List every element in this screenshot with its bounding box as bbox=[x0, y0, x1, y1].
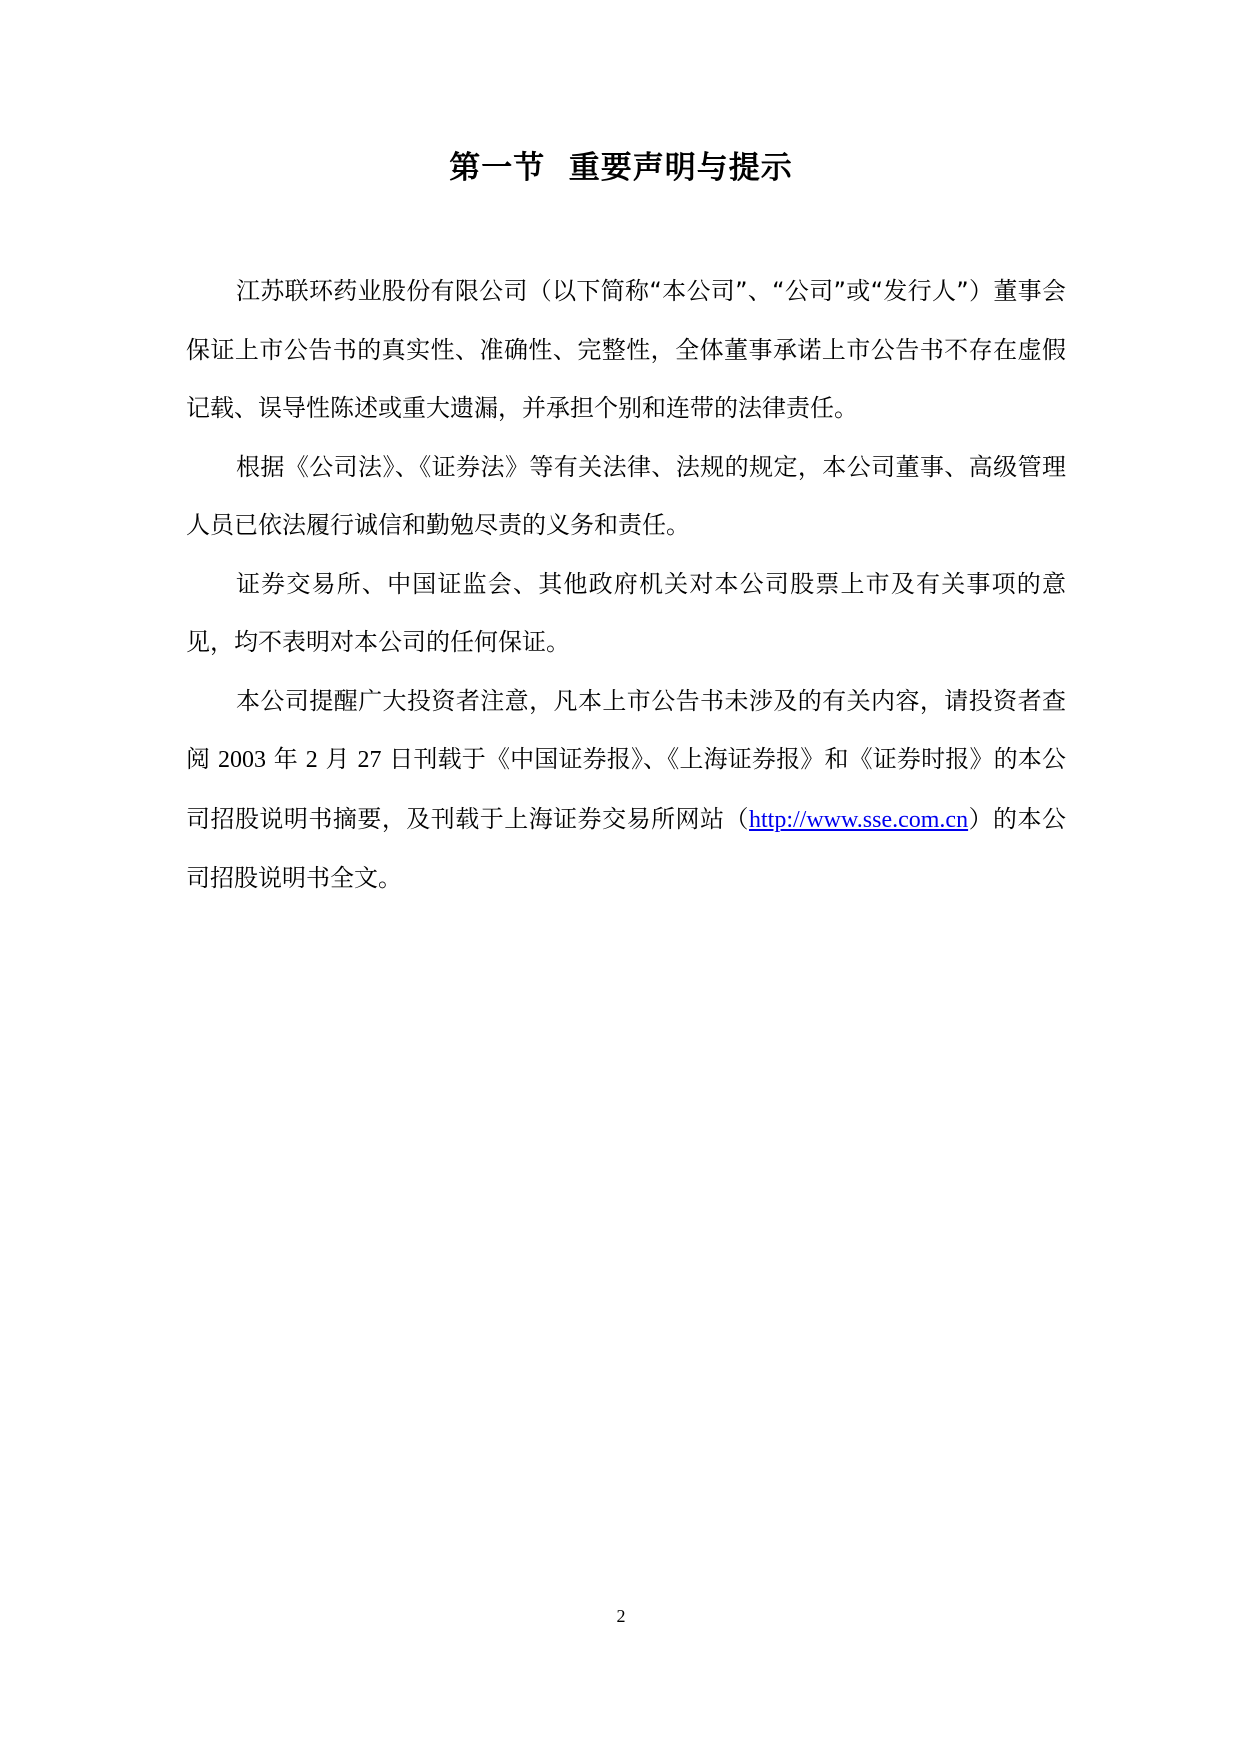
notice-month: 2 bbox=[305, 747, 318, 773]
page-number: 2 bbox=[616, 1606, 626, 1626]
paragraph-disclaimer: 江苏联环药业股份有限公司（以下简称“本公司”、“公司”或“发行人”）董事会保证上市公告书的真实性、准确性、完整性，全体董事承诺上市公告书不存在虚假记载、误导性陈述或重大遗漏，并承担个别和连带的法律责任。 bbox=[186, 277, 1066, 422]
paragraph-no-guarantee: 证券交易所、中国证监会、其他政府机关对本公司股票上市及有关事项的意见，均不表明对本公司的任何保证。 bbox=[186, 569, 1066, 656]
notice-text-2: 年 bbox=[265, 745, 306, 773]
paragraph-legal-basis: 根据《公司法》、《证券法》等有关法律、法规的规定，本公司董事、高级管理人员已依法履行诚信和勤勉尽责的义务和责任。 bbox=[186, 452, 1066, 539]
sse-website-link[interactable]: http://www.sse.com.cn bbox=[749, 806, 969, 833]
notice-text-4: 日刊载于《中国证券报》、《上海证券报》和《证券时报》的本公司招股说明书摘要，及刊载于上海证券交易所网站（ bbox=[186, 745, 1066, 833]
document-body bbox=[186, 262, 1066, 908]
notice-text-5: ）的本公司招股说明书全文。 bbox=[186, 804, 1067, 892]
section-title: 第一节 重要声明与提示 bbox=[449, 150, 793, 186]
notice-year: 2003 bbox=[217, 747, 266, 773]
paragraph-investor-notice bbox=[186, 672, 1066, 908]
notice-day: 27 bbox=[357, 747, 382, 773]
notice-text-3: 月 bbox=[317, 745, 358, 773]
notice-text-1: 本公司提醒广大投资者注意，凡本上市公告书未涉及的有关内容，请投资者查阅 bbox=[186, 686, 1066, 773]
